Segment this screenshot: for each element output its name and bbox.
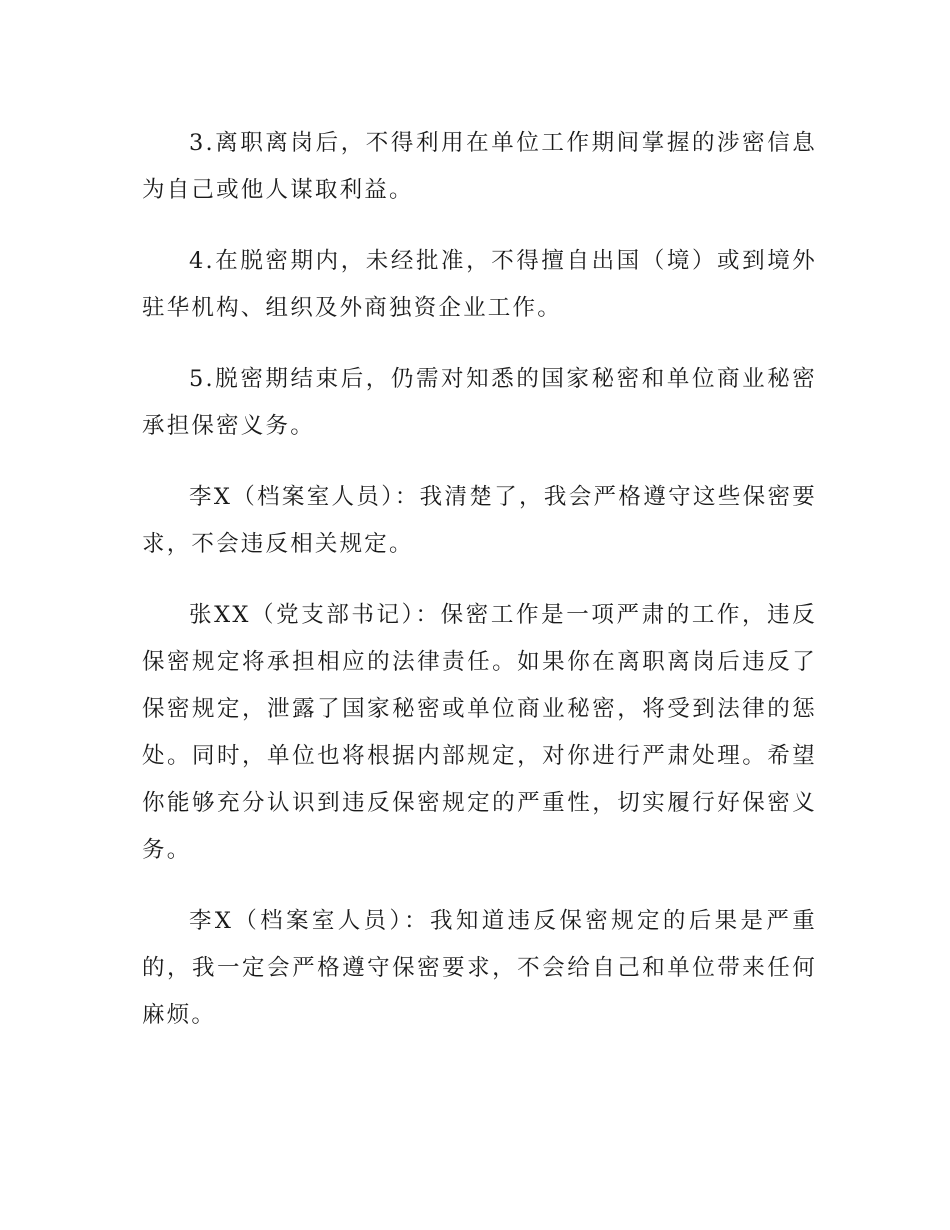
paragraph-item-3: 3.离职离岗后，不得利用在单位工作期间掌握的涉密信息为自己或他人谋取利益。 xyxy=(142,130,817,203)
document-body xyxy=(142,120,817,1063)
paragraph-li-reply-2: 李X（档案室人员）：我知道违反保密规定的后果是严重的，我一定会严格遵守保密要求，不会给自己和单位带来任何麻烦。 xyxy=(142,908,817,1028)
paragraph-li-reply-1: 李X（档案室人员）：我清楚了，我会严格遵守这些保密要求，不会违反相关规定。 xyxy=(142,484,817,557)
paragraph-zhang-statement: 张XX（党支部书记）：保密工作是一项严肃的工作，违反保密规定将承担相应的法律责任。如果你在离职离岗后违反了保密规定，泄露了国家秘密或单位商业秘密，将受到法律的惩处。同时，单位也将根据内部规定，对你进行严肃处理。希望你能够充分认识到违反保密规定的严重性，切实履行好保密义务。 xyxy=(142,602,817,863)
paragraph-item-5: 5.脱密期结束后，仍需对知悉的国家秘密和单位商业秘密承担保密义务。 xyxy=(142,366,817,439)
paragraph-item-4: 4.在脱密期内，未经批准，不得擅自出国（境）或到境外驻华机构、组织及外商独资企业工作。 xyxy=(142,248,817,321)
